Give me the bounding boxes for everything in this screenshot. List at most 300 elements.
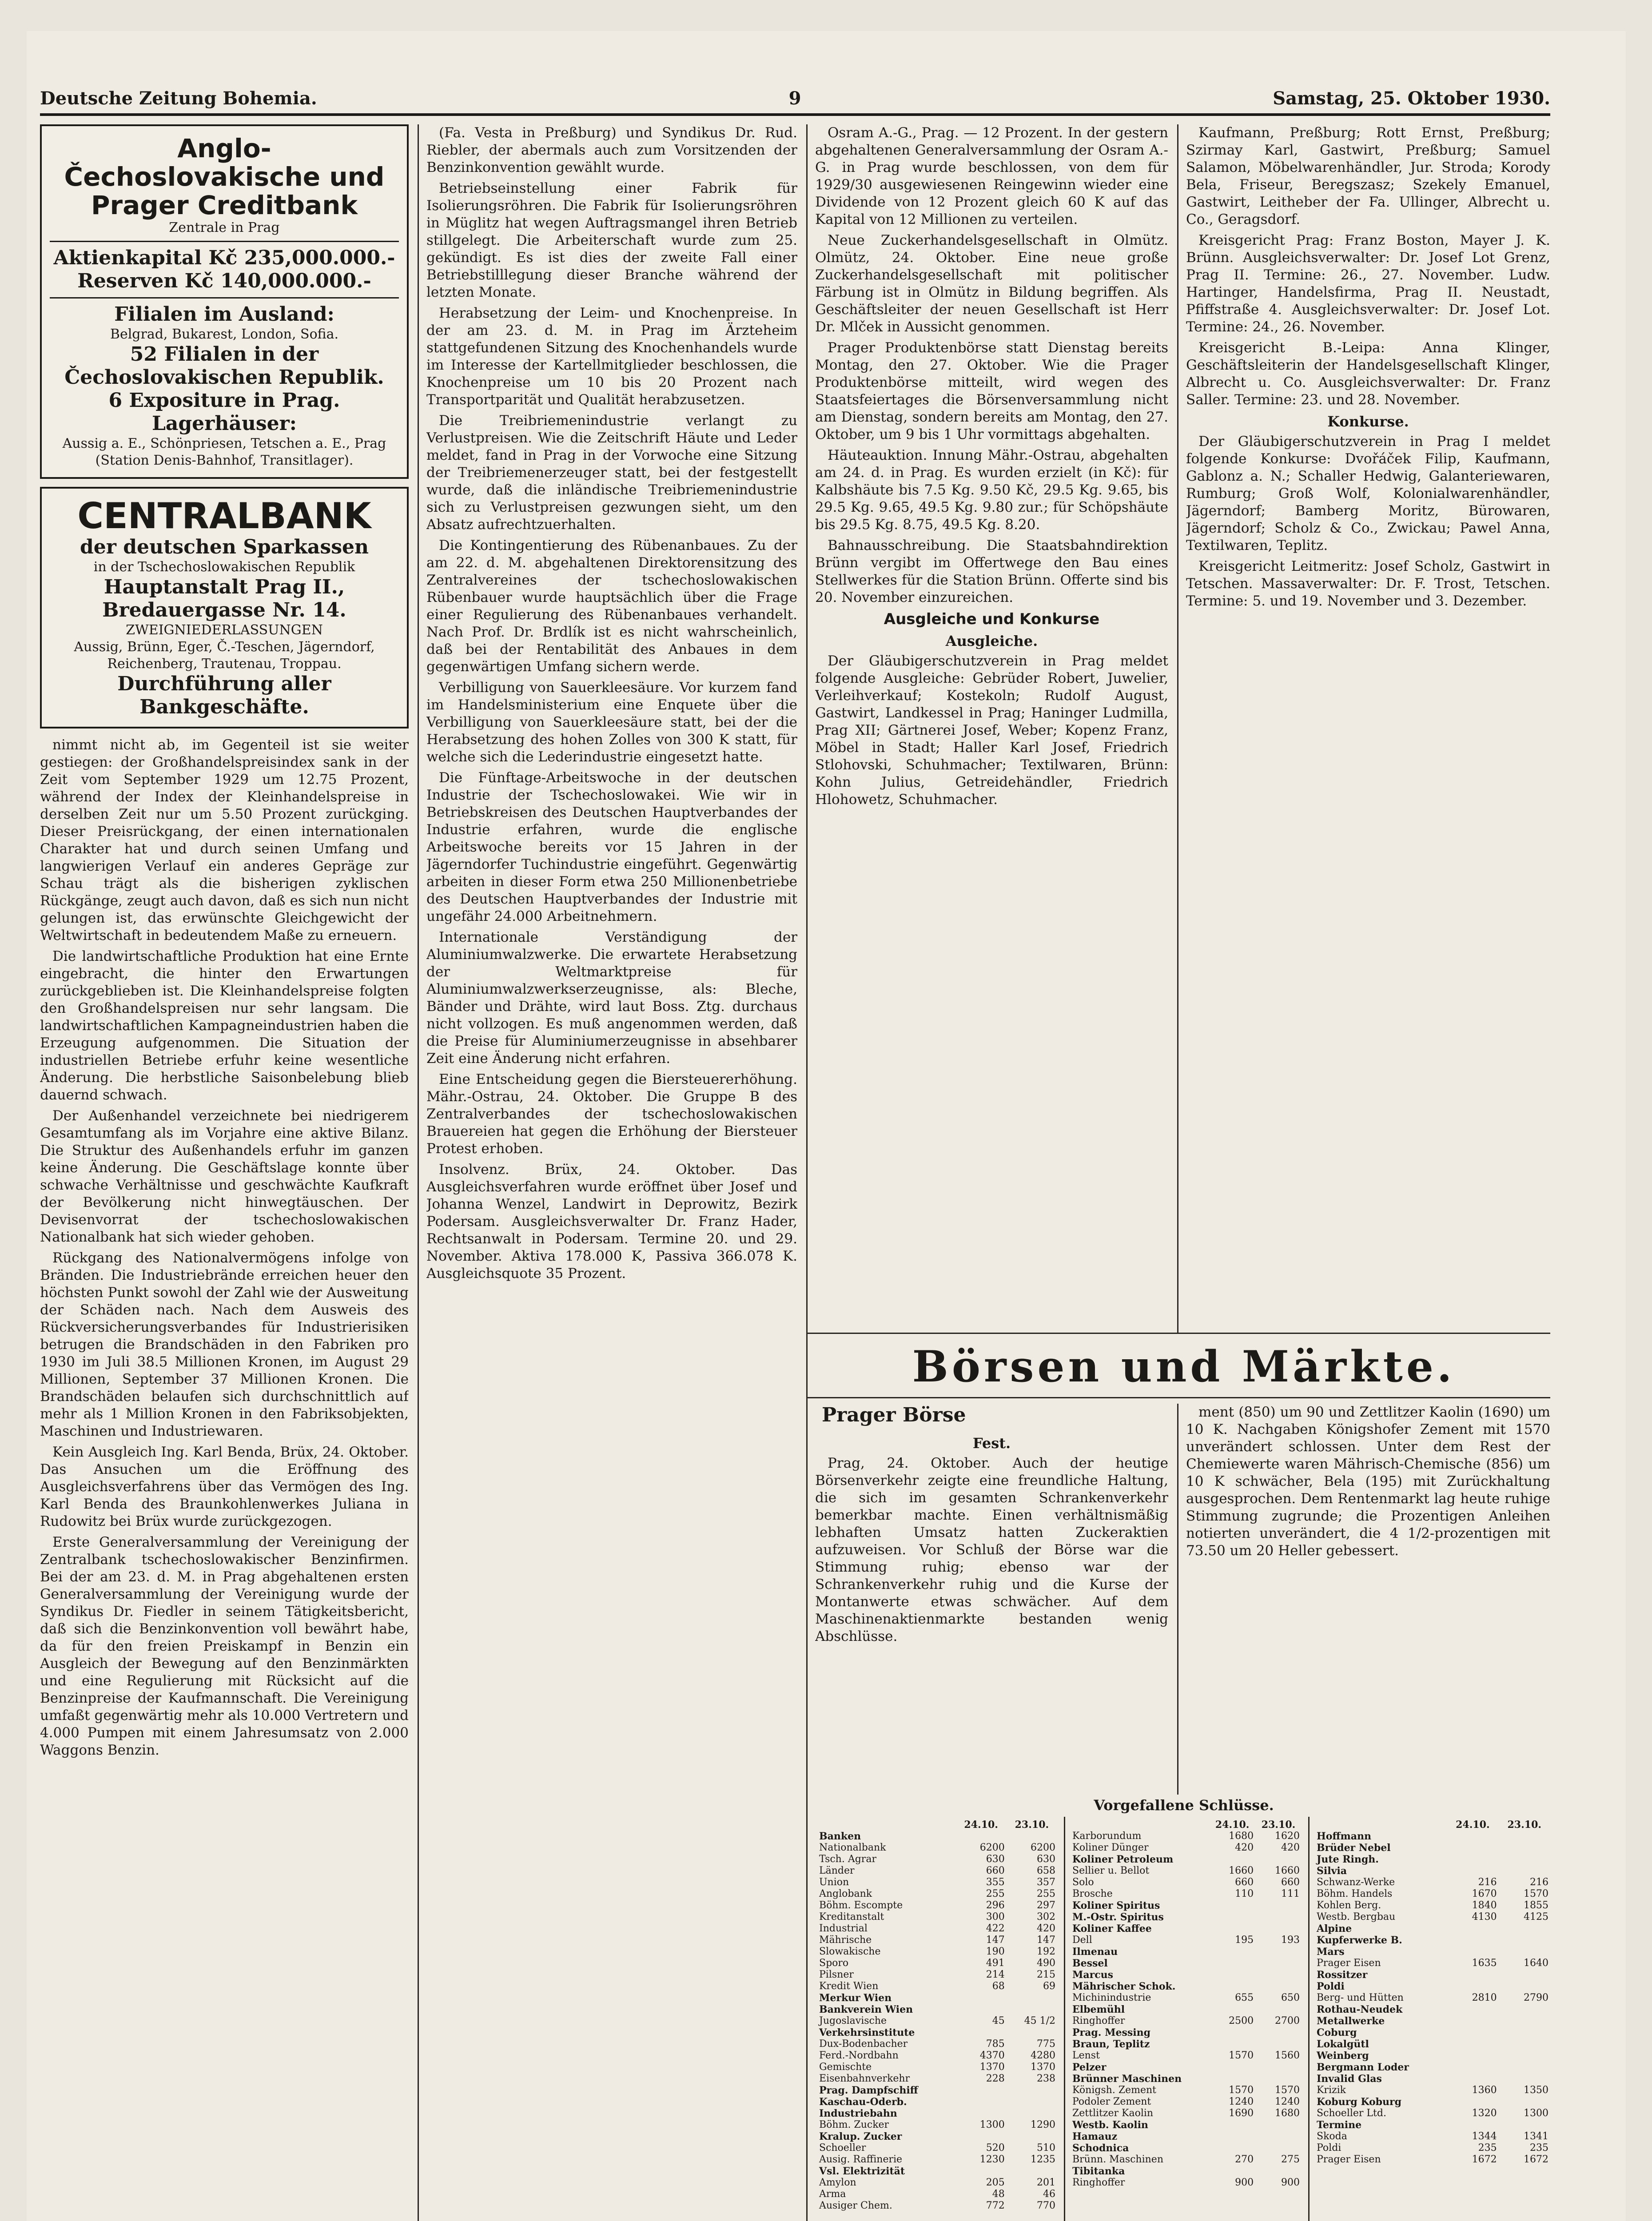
cell-name: Metallwerke — [1317, 2015, 1385, 2027]
cell-name: Industrial — [819, 1923, 868, 1934]
table-row — [1071, 2096, 1302, 2108]
column-rule-2 — [806, 124, 808, 2221]
cell-value-2 — [1255, 1923, 1302, 1934]
table-row — [817, 1911, 1057, 1923]
table-row — [1071, 2038, 1302, 2050]
article-paragraph: Kreisgericht B.-Leipa: Anna Klinger, Geschäftsleiterin der Handelsgesellschaft Klinger, Albrecht u. Co. Ausgleichsverwalter: Dr. Franz Saller. Termine: 23. und 28. November. — [1186, 340, 1550, 408]
cell-name: Bessel — [1072, 1958, 1108, 1969]
quotes-body — [817, 1831, 1057, 2212]
table-row — [817, 2015, 1057, 2027]
cell-value-1 — [1209, 1946, 1255, 1958]
cell-value-1: 205 — [986, 2177, 1005, 2188]
cell-name: Prag. Messing — [1072, 2027, 1150, 2038]
section-rule — [806, 1397, 1550, 1398]
cell-name: Koliner Dünger — [1072, 1842, 1149, 1853]
cell-value-2 — [1499, 1969, 1550, 1981]
cell-name: Koliner Petroleum — [1072, 1854, 1174, 1865]
table-row — [1315, 1842, 1550, 1854]
cell-value-2: 1855 — [1524, 1900, 1549, 1911]
cell-value-1: 1320 — [1472, 2108, 1497, 2119]
article-paragraph: Prag, 24. Oktober. Auch der heutige Börsenverkehr zeigte eine freundliche Haltung, die sich im gesamten Schrankenverkehr bemerkbar machte. Einen verhältnismäßig lebhaften Umsatz hatten Zuckeraktien aufzuweisen. Vor Schluß der Börse war die Stimmung ruhig; ebenso war der Schrankenverkehr ruhig und die Kurse der Montanwerte etwas schwächer. Auf dem Maschinenaktienmarkte bestanden wenig Abschlüsse. — [815, 1455, 1168, 1644]
ad-warehouses: Aussig a. E., Schönpriesen, Tetschen a. E., Prag (Station Denis-Bahnhof, Transitlager). — [62, 436, 386, 468]
cell-value-1: 1635 — [1472, 1958, 1497, 1969]
cell-value-2: 297 — [1037, 1900, 1055, 1911]
cell-value-1 — [1447, 1923, 1498, 1934]
table-row — [1071, 1842, 1302, 1854]
table-row — [1315, 1923, 1550, 1934]
cell-value-1: 1672 — [1472, 2154, 1497, 2165]
cell-value-2: 1680 — [1275, 2108, 1300, 2119]
cell-value-2: 216 — [1530, 1877, 1549, 1888]
cell-value-1 — [1209, 2027, 1255, 2038]
table-row — [817, 2096, 1057, 2108]
cell-value-1 — [1209, 2038, 1255, 2050]
table-row — [817, 2108, 1057, 2119]
cell-value-2: 1570 — [1524, 1888, 1549, 1899]
table-row — [817, 1900, 1057, 1911]
header-rule — [40, 113, 1550, 116]
cell-name: Braun, Teplitz — [1072, 2038, 1150, 2050]
cell-value-2: 4280 — [1031, 2050, 1055, 2061]
cell-value-2: 46 — [1043, 2189, 1055, 2200]
cell-value-1: 190 — [986, 1946, 1005, 1957]
table-row — [1315, 1877, 1550, 1888]
table-row — [1315, 2027, 1550, 2038]
ad-headquarters: Hauptanstalt Prag II., Bredauergasse Nr. 14. — [102, 576, 346, 621]
cell-value-2: 1672 — [1524, 2154, 1549, 2165]
cell-name: Coburg — [1317, 2027, 1357, 2038]
cell-value-2 — [1499, 1842, 1550, 1854]
cell-name: Prag. Dampfschiff — [819, 2085, 918, 2096]
cell-name: Brünn. Maschinen — [1072, 2154, 1163, 2165]
cell-value-2 — [1499, 1854, 1550, 1865]
cell-name: Nationalbank — [819, 1842, 886, 1853]
quotes-heading: Vorgefallene Schlüsse. — [1094, 1797, 1274, 1814]
ad-abroad-title: Filialen im Ausland: — [114, 303, 334, 326]
cell-name: Silvia — [1317, 1865, 1347, 1877]
article-paragraph: Die Treibriemenindustrie verlangt zu Verlustpreisen. Wie die Zeitschrift Häute und Leder meldet, fand in Prag in der Vorwoche eine Sitzung der Treibriemenerzeuger statt, bei der festgestellt wurde, daß die inländische Treibriemenindustrie sich zu Verlustpreisen gezwungen sieht, um den Absatz aufrechtzuerhalten. — [426, 413, 797, 533]
table-row — [1071, 2073, 1302, 2085]
cell-value-1 — [1447, 1969, 1498, 1981]
table-row — [1071, 2027, 1302, 2038]
cell-value-1: 48 — [992, 2189, 1005, 2200]
cell-name: Gemischte — [819, 2062, 872, 2073]
table-row — [1315, 1865, 1550, 1877]
article-paragraph: Die landwirtschaftliche Produktion hat eine Ernte eingebracht, die hinter den Erwartungen zurückgeblieben ist. Die Kleinhandelspreise folgten den Großhandelspreisen nur sehr langsam. Die landwirtschaftlichen Kampagneindustrien haben die Erzeugung aufgenommen. Die Situation der industriellen Betriebe erfuhr keine wesentliche Änderung. Die herbstliche Saisonbelebung blieb dauernd schwach. — [40, 948, 409, 1103]
cell-value-1: 255 — [986, 1888, 1005, 1899]
cell-value-2 — [1255, 1981, 1302, 1992]
cell-name: Berg- und Hütten — [1317, 1992, 1404, 2003]
ad-branches: Aussig, Brünn, Eger, Č.-Teschen, Jägerndorf, Reichenberg, Trautenau, Troppau. — [74, 639, 375, 672]
cell-value-2 — [1499, 2004, 1550, 2015]
cell-name: Dell — [1072, 1934, 1092, 1946]
date-column-header: 23.10. — [1261, 1819, 1296, 1831]
cell-value-1: 2810 — [1472, 1992, 1497, 2003]
cell-name: Union — [819, 1877, 849, 1888]
article-paragraph: Verbilligung von Sauerkleesäure. Vor kurzem fand im Handelsministerium eine Enquete über die Verbilligung von Sauerkleesäure statt, bei der die Herabsetzung des hohen Zolles von 300 K statt, für welche sich die Lederindustrie eingesetzt hatte. — [426, 680, 797, 765]
table-row — [1071, 1981, 1302, 1992]
cell-value-1: 2500 — [1229, 2015, 1254, 2026]
cell-value-1: 491 — [986, 1958, 1005, 1969]
article-paragraph: Insolvenz. Brüx, 24. Oktober. Das Ausgleichsverfahren wurde eröffnet über Josef und Johanna Wenzel, Landwirt in Deprowitz, Bezirk Podersam. Ausgleichsverwalter Dr. Franz Hader, Rechtsanwalt in Podersam. Termine 20. und 29. November. Aktiva 178.000 K, Passiva 366.078 K. Ausgleichsquote 35 Prozent. — [426, 1162, 797, 1282]
table-row — [817, 2119, 1057, 2131]
table-row — [1315, 2015, 1550, 2027]
cell-value-1 — [1209, 1854, 1255, 1865]
article-paragraph: Der Gläubigerschutzverein in Prag meldet folgende Ausgleiche: Gebrüder Robert, Juwelier, Verleihverkauf; Kostekoln; Rudolf August, Gastwirt, Landkessel in Prag; Haninger Ludmilla, Prag XII; Gärtnerei Josef, Weber; Kopenz Franz, Möbel in Stadt; Haller Karl Josef, Friedrich Stlohovski, Schuhmacher; Textilwaren, Brünn: Kohn Julius, Getreidehändler, Friedrich Hlohowetz, Schuhmacher. — [815, 653, 1168, 808]
cell-name: Mährische — [819, 1934, 872, 1946]
table-header-row — [1315, 1819, 1550, 1831]
cell-value-1 — [1447, 1854, 1498, 1865]
cell-value-1 — [1447, 2004, 1498, 2015]
cell-name: Bankverein Wien — [819, 2004, 913, 2015]
article-paragraph: Bahnausschreibung. Die Staatsbahndirektion Brünn vergibt im Offertwege den Bau eines Stellwerkes für die Station Brünn. Offerte sind bis 20. November einzureichen. — [815, 537, 1168, 605]
table-row — [817, 1854, 1057, 1865]
table-row — [1315, 1969, 1550, 1981]
cell-name: Pilsner — [819, 1969, 854, 1980]
quotes-table — [817, 1819, 1057, 2212]
cell-name: Brünner Maschinen — [1072, 2073, 1182, 2085]
cell-name: Ringhoffer — [1072, 2177, 1125, 2188]
cell-value-1 — [956, 2096, 1007, 2108]
cell-value-1 — [1209, 2004, 1255, 2015]
cell-name: Koliner Kaffee — [1072, 1923, 1152, 1934]
newspaper-title: Deutsche Zeitung Bohemia. — [40, 88, 317, 109]
cell-name: Verkehrsinstitute — [819, 2027, 915, 2038]
markets-title: Börsen und Märkte. — [912, 1341, 1456, 1392]
table-row — [1315, 2062, 1550, 2073]
cell-name: Prager Eisen — [1317, 2154, 1381, 2165]
table-header-row — [1071, 1819, 1302, 1831]
cell-value-2 — [1499, 1946, 1550, 1958]
cell-value-1: 228 — [986, 2073, 1005, 2084]
table-row — [817, 1946, 1057, 1958]
cell-name: Mährischer Schok. — [1072, 1981, 1176, 1992]
cell-name: Lokalgütl — [1317, 2038, 1369, 2050]
cell-value-2: 650 — [1281, 1992, 1300, 2003]
cell-value-1 — [1447, 2015, 1498, 2027]
cell-value-1: 110 — [1235, 1888, 1254, 1899]
column-1 — [40, 124, 409, 2221]
table-row — [1315, 1946, 1550, 1958]
table-header-row — [817, 1819, 1057, 1831]
advert-anglo-bank — [40, 124, 409, 479]
article-paragraph: Die Fünftage-Arbeitswoche in der deutschen Industrie der Tschechoslowakei. Wie wir in Betriebskreisen des Deutschen Hauptverbandes der Industrie erfahren, wurde die englische Arbeitswoche bereits vor 15 Jahren in der Jägerndorfer Tuchindustrie eingeführt. Gegenwärtig arbeiten in dieser Form etwa 250 Millionenbetriebe des Deutschen Hauptverbandes der Industrie mit ungefähr 24.000 Arbeitnehmern. — [426, 770, 797, 924]
article-paragraph: Betriebseinstellung einer Fabrik für Isolierungsröhren. Die Fabrik für Isolierungsröhren in Müglitz hat wegen Auftragsmangel ihren Betrieb stillgelegt. Die Arbeiterschaft wurde zum 25. gekündigt. Es ist dies der zweite Fall einer Betriebstilllegung dieser Branche während der letzten Monate. — [426, 180, 797, 300]
article-paragraph: Erste Generalversammlung der Vereinigung der Zentralbank tschechoslowakischer Benzinfirmen. Bei der am 23. d. M. in Prag abgehaltenen ersten Generalversammlung der Vereinigung wurde der Syndikus Dr. Fiedler in seinem Tätigkeitsbericht, daß sich die Benzinkonvention voll bewährt habe, da für den freien Preiskampf in Benzin ein Ausgleich der Bewegung auf den Benzinmärkten und eine Regulierung mit Rücksicht auf die Benzinpreise der Kaufmannschaft. Die Vereinigung umfaßt gegenwärtig mehr als 10.000 Vertretern und 4.000 Pumpen mit einem Jahresumsatz von 2.000 Waggons Benzin. — [40, 1534, 409, 1758]
table-row — [817, 1877, 1057, 1888]
cell-name: Slowakische — [819, 1946, 881, 1957]
cell-name: Invalid Glas — [1317, 2073, 1382, 2085]
cell-value-2: 2790 — [1524, 1992, 1549, 2003]
cell-value-2 — [1499, 2027, 1550, 2038]
table-row — [817, 1969, 1057, 1981]
table-row — [1315, 2050, 1550, 2062]
article-paragraph: Der Gläubigerschutzverein in Prag I meldet folgende Konkurse: Dvořáček Filip, Kaufmann, Gablonz a. N.; Schaller Hedwig, Galanteriewaren, Rumburg; Groß Wolf, Kolonialwarenhändler, Jägerndorf; Bamberg Moritz, Bürowaren, Jägerndorf; Scholz & Co., Zwickau; Pawel Anna, Textilwaren, Teplitz. — [1186, 434, 1550, 553]
cell-value-1 — [1447, 2073, 1498, 2085]
cell-value-1 — [956, 2131, 1007, 2142]
cell-value-1 — [1447, 2038, 1498, 2050]
cell-name: Industriebahn — [819, 2108, 897, 2119]
cell-value-2 — [1007, 2108, 1057, 2119]
cell-name: Schoeller — [819, 2142, 866, 2153]
cell-value-2: 147 — [1037, 1934, 1055, 1946]
article-paragraph: Eine Entscheidung gegen die Biersteuererhöhung. Mähr.-Ostrau, 24. Oktober. Die Gruppe B des Zentralverbandes der tschechoslowakischen Brauereien hat gegen die Erhöhung der Biersteuer Protest erhoben. — [426, 1071, 797, 1157]
ad-subtitle: der deutschen Sparkassen — [80, 536, 369, 558]
cell-value-2: 111 — [1281, 1888, 1300, 1899]
cell-value-1 — [956, 2004, 1007, 2015]
cell-name: Westb. Bergbau — [1317, 1911, 1396, 1922]
table-row — [1071, 1877, 1302, 1888]
cell-value-1: 660 — [1235, 1877, 1254, 1888]
cell-value-1 — [1209, 2119, 1255, 2131]
article-paragraph: Herabsetzung der Leim- und Knochenpreise. In der am 23. d. M. in Prag im Ärzteheim stattgefundenen Sitzung des Knochenhandels wurde im Interesse der Kartellmitglieder beschlossen, die Knochenpreise um 10 bis 20 Prozent nach Transportparität und Qualität herabzusetzen. — [426, 305, 797, 408]
cell-value-2: 658 — [1037, 1865, 1055, 1876]
cell-name: Schodnica — [1072, 2142, 1129, 2154]
quotes-table — [1315, 1819, 1550, 2165]
cell-value-1 — [956, 2108, 1007, 2119]
cell-name: Rossitzer — [1317, 1969, 1368, 1981]
column-rule-3 — [1177, 124, 1178, 1333]
cell-value-2: 193 — [1281, 1934, 1300, 1946]
table-row — [1315, 2085, 1550, 2096]
quotes-body — [1315, 1831, 1550, 2165]
cell-value-2 — [1499, 1923, 1550, 1934]
cell-value-2: 490 — [1037, 1958, 1055, 1969]
table-row — [817, 2027, 1057, 2038]
cell-value-1: 1300 — [979, 2119, 1005, 2130]
table-row — [1315, 1911, 1550, 1923]
cell-value-1 — [1209, 1981, 1255, 1992]
cell-name: Hamauz — [1072, 2131, 1118, 2142]
cell-value-2: 1620 — [1275, 1831, 1300, 1842]
quotes-table-3 — [1315, 1819, 1550, 2221]
table-row — [1071, 1888, 1302, 1900]
cell-value-2: 238 — [1037, 2073, 1055, 2084]
cell-name: Kaschau-Oderb. — [819, 2096, 907, 2108]
cell-value-1: 655 — [1235, 1992, 1254, 2003]
cell-value-2 — [1255, 2038, 1302, 2050]
table-row — [817, 1842, 1057, 1854]
table-row — [1315, 2108, 1550, 2119]
cell-name: Schwanz-Werke — [1317, 1877, 1395, 1888]
cell-name: M.-Ostr. Spiritus — [1072, 1911, 1164, 1923]
cell-name: Bergmann Loder — [1317, 2062, 1409, 2073]
cell-name: Skoda — [1317, 2131, 1347, 2142]
table-row — [1315, 1992, 1550, 2004]
table-row — [1071, 1854, 1302, 1865]
cell-value-2 — [1255, 2131, 1302, 2142]
cell-value-2 — [1255, 2027, 1302, 2038]
cell-name: Zettlitzer Kaolin — [1072, 2108, 1154, 2119]
cell-value-2 — [1007, 2131, 1057, 2142]
table-row — [817, 1992, 1057, 2004]
cell-value-1: 630 — [986, 1854, 1005, 1865]
cell-value-2 — [1499, 2050, 1550, 2062]
table-row — [817, 2038, 1057, 2050]
cell-value-1 — [956, 2165, 1007, 2177]
cell-name: Hoffmann — [1317, 1831, 1372, 1842]
table-row — [1071, 2119, 1302, 2131]
table-row — [1315, 2142, 1550, 2154]
cell-name: Poldi — [1317, 1981, 1345, 1992]
issue-date: Samstag, 25. Oktober 1930. — [1273, 88, 1550, 109]
table-row — [1071, 1969, 1302, 1981]
article-paragraph: Kein Ausgleich Ing. Karl Benda, Brüx, 24. Oktober. Das Ansuchen um die Eröffnung des Ausgleichsverfahrens über das Vermögen des Ing. Karl Benda des Braunkohlenwerkes Juliana in Rudowitz bei Brüx wurde zurückgezogen. — [40, 1444, 409, 1529]
cell-name: Schoeller Ltd. — [1317, 2108, 1386, 2119]
table-row — [1071, 2177, 1302, 2189]
table-row — [1071, 1831, 1302, 1842]
cell-value-1: 45 — [992, 2015, 1005, 2026]
ad-note: in der Tschechoslowakischen Republik — [93, 559, 355, 575]
cell-value-2 — [1007, 2096, 1057, 2108]
cell-value-2 — [1007, 1992, 1057, 2004]
article-paragraph: Rückgang des Nationalvermögens infolge von Bränden. Die Industriebrände erreichen heuer den höchsten Punkt sowohl der Zahl wie der Ausweitung der Schäden nach. Nach dem Ausweis des Rückversicherungsverbandes für Industrierisiken betrugen die Brandschäden in den Fabriken pro 1930 im Juli 38.5 Millionen Kronen, im August 29 Millionen, September 37 Millionen Kronen. Die Brandschäden belaufen sich durchschnittlich auf mehr als 1 Million Kronen in den Fabriksobjekten, Maschinen und Industriewaren. — [40, 1250, 409, 1439]
cell-value-1: 195 — [1235, 1934, 1254, 1946]
table-row — [1315, 2038, 1550, 2050]
cell-value-1: 1570 — [1229, 2050, 1254, 2061]
section-rule — [806, 1333, 1550, 1334]
cell-value-2: 4125 — [1524, 1911, 1549, 1922]
cell-value-1 — [1447, 2096, 1498, 2108]
table-row — [1315, 2096, 1550, 2108]
table-row — [1315, 1934, 1550, 1946]
cell-name: Jugoslavische — [819, 2015, 887, 2026]
article-paragraph: nimmt nicht ab, im Gegenteil ist sie weiter gestiegen: der Großhandelspreisindex sank in der Zeit vom September 1929 um 12.75 Prozent, während der Index der Kleinhandelspreise in derselben Zeit nur um 5.50 Prozent zurückging. Dieser Preisrückgang, der einen internationalen Charakter hat und durch seinen Umfang und langwierigen Verlauf ein anderes Gepräge zur Schau trägt als die bisherigen zyklischen Rückgänge, zeugt auch davon, daß es sich nun nicht gelungen ist, das erwünschte Gleichgewicht der Weltwirtschaft in bedeutendem Maße zu erneuern. — [40, 737, 409, 943]
cell-value-1: 1230 — [979, 2154, 1005, 2165]
cell-value-1: 1360 — [1472, 2085, 1497, 2096]
cell-name: Böhm. Zucker — [819, 2119, 889, 2130]
article-paragraph: Prager Produktenbörse statt Dienstag bereits Montag, den 27. Oktober. Wie die Prager Produktenbörse mitteilt, wird wegen des Staatsfeiertages die Börsenversammlung nicht am Dienstag, sondern bereits am Montag, den 27. Oktober, um 9 bis 1 Uhr vormittags abgehalten. — [815, 340, 1168, 442]
cell-name: Böhm. Handels — [1317, 1888, 1393, 1899]
cell-value-1: 420 — [1235, 1842, 1254, 1853]
table-row — [817, 2073, 1057, 2085]
cell-value-1: 214 — [986, 1969, 1005, 1980]
table-rule — [1308, 1817, 1310, 2221]
cell-value-2 — [1255, 1958, 1302, 1969]
cell-value-1: 270 — [1235, 2154, 1254, 2165]
article-paragraph: Neue Zuckerhandelsgesellschaft in Olmütz. Olmütz, 24. Oktober. Eine neue große Zuckerhandelsgesellschaft mit politischer Färbung ist in Olmütz in Bildung begriffen. Als Geschäftsleiter der neuen Gesellschaft ist Herr Dr. Mlček in Aussicht genommen. — [815, 232, 1168, 335]
cell-name: Länder — [819, 1865, 855, 1876]
cell-value-2 — [1499, 1934, 1550, 1946]
table-row — [817, 1865, 1057, 1877]
cell-value-2: 420 — [1281, 1842, 1300, 1853]
cell-value-1: 1840 — [1472, 1900, 1497, 1911]
article-paragraph: Kreisgericht Prag: Franz Boston, Mayer J. K. Brünn. Ausgleichsverwalter: Dr. Josef Lot Grenz, Prag II. Termine: 26., 27. November. Ludw. Hartinger, Handelsfirma, Prag II. Neustadt, Pfiffstraße 4. Ausgleichsverwalter: Dr. Josef Lot. Termine: 24., 26. November. — [1186, 232, 1550, 335]
cell-value-1: 300 — [986, 1911, 1005, 1922]
cell-value-2 — [1499, 2073, 1550, 2085]
cell-name: Karborundum — [1072, 1831, 1142, 1842]
cell-name: Sellier u. Bellot — [1072, 1865, 1150, 1876]
table-row — [1071, 1865, 1302, 1877]
ad-divider — [50, 297, 399, 299]
cell-value-1 — [1209, 2131, 1255, 2142]
cell-name: Banken — [819, 1831, 861, 1842]
quotes-table-1 — [817, 1819, 1057, 2221]
cell-value-1 — [1447, 2027, 1498, 2038]
cell-value-2: 1570 — [1275, 2085, 1300, 2096]
cell-value-2 — [1499, 2062, 1550, 2073]
cell-value-2: 630 — [1037, 1854, 1055, 1865]
table-row — [817, 1934, 1057, 1946]
cell-value-2: 201 — [1037, 2177, 1055, 2188]
cell-name: Prager Eisen — [1317, 1958, 1381, 1969]
cell-value-1: 68 — [992, 1981, 1005, 1992]
table-row — [817, 2200, 1057, 2212]
article-paragraph: Internationale Verständigung der Aluminiumwalzwerke. Die erwartete Herabsetzung der Weltmarktpreise für Aluminiumwalzwerkserzeugnisse, als: Bleche, Bänder und Drähte, wird laut Boss. Ztg. durchaus nicht vollzogen. Es muß angenommen werden, daß die Preise für Aluminiumerzeugnisse in absehbarer Zeit eine Änderung nicht erfahren. — [426, 929, 797, 1067]
cell-name: Eisenbahnverkehr — [819, 2073, 910, 2084]
table-row — [1071, 2004, 1302, 2015]
cell-value-1: 900 — [1235, 2177, 1254, 2188]
quotes-table-2 — [1071, 1819, 1302, 2221]
cell-name: Jute Ringh. — [1317, 1854, 1379, 1865]
cell-value-1 — [1209, 2073, 1255, 2085]
table-row — [1071, 1992, 1302, 2004]
cell-value-2 — [1007, 2165, 1057, 2177]
table-row — [817, 1888, 1057, 1900]
cell-value-2 — [1499, 1865, 1550, 1877]
cell-name: Pelzer — [1072, 2062, 1107, 2073]
cell-value-2 — [1007, 2027, 1057, 2038]
ad-capital: Aktienkapital Kč 235,000.000.- — [53, 247, 395, 269]
date-column-header: 23.10. — [1507, 1819, 1542, 1831]
cell-value-1: 1680 — [1229, 1831, 1254, 1842]
article-paragraph: Die Kontingentierung des Rübenanbaues. Zu der am 22. d. M. abgehaltenen Direktorensitzung des Zentralvereines der tschechoslowakischen Rübenbauer wurde hauptsächlich über die Frage einer Regulierung des Rübenanbaues verhandelt. Nach Prof. Dr. Brdlík ist es nicht wahrscheinlich, daß bei der Rentabilität des Anbaues in dem gegenwärtigen Umfang sichern werde. — [426, 537, 797, 675]
cell-value-2: 255 — [1037, 1888, 1055, 1899]
table-row — [817, 2189, 1057, 2200]
cell-name: Vsl. Elektrizität — [819, 2165, 905, 2177]
cell-name: Rothau-Neudek — [1317, 2004, 1403, 2015]
cell-value-2 — [1007, 1831, 1057, 1842]
cell-value-2: 235 — [1530, 2142, 1549, 2153]
cell-name: Ausiger Chem. — [819, 2200, 892, 2211]
cell-value-1 — [1209, 1923, 1255, 1934]
table-row — [1315, 1900, 1550, 1911]
table-row — [817, 2062, 1057, 2073]
cell-value-1 — [1447, 1934, 1498, 1946]
table-row — [1071, 2050, 1302, 2062]
article-paragraph: Häuteauktion. Innung Mähr.-Ostrau, abgehalten am 24. d. in Prag. Es wurden erzielt (in Kč): für Kalbshäute bis 7.5 Kg. 9.50 Kč, 29.5 Kg. 9.65, bis 29.5 Kg. 9.65, 49.5 Kg. 9.80 zur.; für Schöpshäute bis 29.5 Kg. 8.75, 49.5 Kg. 8.20. — [815, 447, 1168, 533]
cell-value-2 — [1255, 2073, 1302, 2085]
table-row — [1071, 2108, 1302, 2119]
cell-value-1: 4370 — [979, 2050, 1005, 2061]
cell-name: Marcus — [1072, 1969, 1113, 1981]
table-row — [1071, 1958, 1302, 1969]
cell-value-1: 1370 — [979, 2062, 1005, 2073]
cell-value-1: 520 — [986, 2142, 1005, 2153]
cell-name: Brosche — [1072, 1888, 1113, 1899]
table-row — [817, 2165, 1057, 2177]
table-row — [1315, 1958, 1550, 1969]
column-2 — [426, 124, 797, 2221]
cell-name: Tsch. Agrar — [819, 1854, 876, 1865]
table-row — [817, 2142, 1057, 2154]
cell-name: Kralup. Zucker — [819, 2131, 902, 2142]
cell-value-2 — [1499, 1981, 1550, 1992]
table-row — [817, 1981, 1057, 1992]
cell-value-2: 900 — [1281, 2177, 1300, 2188]
cell-name: Anglobank — [819, 1888, 872, 1899]
cell-value-2: 357 — [1037, 1877, 1055, 1888]
table-row — [817, 1923, 1057, 1934]
cell-value-2: 302 — [1037, 1911, 1055, 1922]
ad-branches: 52 Filialen in der Čechoslovakischen Republik. — [64, 343, 384, 389]
table-row — [817, 2004, 1057, 2015]
table-row — [1071, 2015, 1302, 2027]
cell-value-2 — [1255, 2165, 1302, 2177]
cell-value-2: 1300 — [1524, 2108, 1549, 2119]
table-row — [1071, 1923, 1302, 1934]
article-paragraph: Der Außenhandel verzeichnete bei niedrigerem Gesamtumfang als im Vorjahre eine aktive Bilanz. Die Struktur des Außenhandels erfuhr im ganzen keine Änderung. Die Geschäftslage konnte über schwache Verhältnisse und geschwächte Kaufkraft der Bevölkerung nicht hinwegtäuschen. Der Devisenvorrat der tschechoslowakischen Nationalbank hat sich wieder gehoben. — [40, 1108, 409, 1245]
